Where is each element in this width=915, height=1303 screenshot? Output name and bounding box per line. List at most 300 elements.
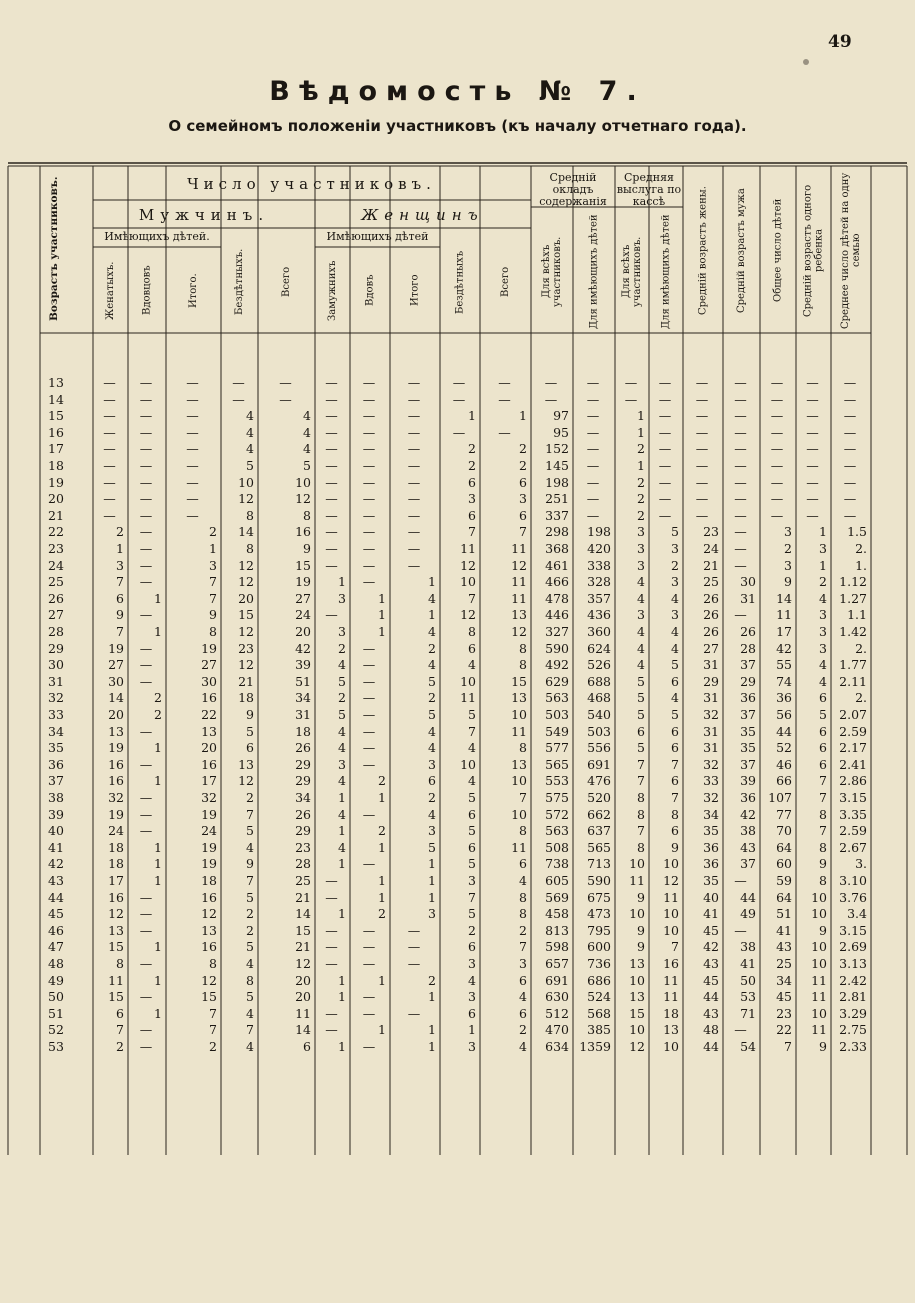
table-cell: 368	[545, 541, 569, 556]
table-cell: 2	[468, 458, 476, 473]
table-cell: 7	[468, 889, 476, 905]
table-cell: —	[362, 657, 376, 673]
table-cell: —	[658, 375, 672, 390]
table-cell: 37	[740, 657, 756, 673]
table-cell: 549	[545, 723, 569, 739]
table-cell: 4	[637, 590, 645, 606]
table-cell: 54	[740, 1039, 756, 1054]
table-cell: —	[734, 391, 747, 407]
table-cell: 795	[587, 922, 611, 938]
table-cell: 3	[468, 873, 476, 888]
table-cell: 14	[295, 906, 311, 922]
table-cell: 2.75	[839, 1022, 867, 1038]
table-cell: 736	[587, 956, 611, 971]
table-cell: 2	[428, 790, 436, 805]
table-cell: —	[103, 375, 116, 390]
table-cell: 198	[545, 474, 569, 490]
table-cell: 24	[201, 823, 217, 839]
table-cell: 5	[303, 458, 311, 473]
table-cell: 1	[338, 972, 346, 988]
table-cell: 11	[811, 972, 827, 988]
table-cell: —	[362, 723, 376, 739]
table-cell: 8	[246, 541, 254, 556]
table-cell: 29	[295, 773, 311, 789]
table-cell: 4	[819, 673, 827, 689]
header-women-total-with: Итого	[409, 274, 421, 307]
table-cell: 6	[819, 690, 827, 706]
table-cell: 3	[671, 574, 679, 590]
table-cell: 7	[246, 873, 254, 888]
table-cell: —	[186, 507, 199, 523]
table-cell: 8	[819, 839, 827, 855]
table-cell: 5	[246, 723, 254, 739]
table-cell: 44	[776, 723, 792, 739]
table-cell: 688	[587, 673, 611, 689]
table-cell: 6	[468, 507, 476, 523]
table-cell: 14	[108, 690, 124, 706]
table-cell: 7	[468, 524, 476, 540]
page-number: 49	[828, 32, 852, 52]
table-cell: 32	[108, 790, 124, 805]
table-cell: 25	[295, 873, 311, 888]
table-cell: 3	[637, 541, 645, 556]
table-cell: 42	[740, 806, 756, 822]
table-cell: 662	[587, 806, 611, 822]
header-salary-with-children: Для имѣющихъ дѣтей	[588, 214, 600, 329]
table-cell: 1	[819, 557, 827, 573]
table-cell: 3	[468, 1039, 476, 1054]
table-cell: 4	[303, 424, 311, 440]
table-cell: 5	[671, 524, 679, 540]
table-cell: 1.	[855, 557, 867, 573]
table-cell: —	[232, 391, 245, 407]
table-cell: —	[695, 375, 709, 390]
table-cell: 48	[703, 1022, 719, 1038]
table-cell: —	[139, 756, 153, 772]
table-cell: 8	[637, 839, 645, 855]
table-cell: 43	[740, 839, 756, 855]
table-cell: —	[695, 424, 709, 440]
table-cell: —	[139, 1022, 153, 1038]
table-cell: 563	[545, 823, 569, 839]
table-cell: 29	[740, 673, 756, 689]
table-cell: 29	[295, 823, 311, 839]
table-cell: 3	[519, 956, 527, 971]
table-cell: —	[843, 375, 857, 390]
table-cell: 7	[468, 723, 476, 739]
table-cell: 630	[545, 989, 569, 1005]
table-cell: 565	[545, 756, 569, 772]
table-cell: 327	[545, 624, 569, 639]
row-age: 18	[48, 458, 64, 473]
table-cell: 18	[108, 856, 124, 872]
table-cell: 9	[671, 839, 679, 855]
row-age: 29	[48, 640, 64, 656]
table-cell: 21	[238, 673, 254, 689]
table-cell: 18	[295, 723, 311, 739]
table-cell: —	[139, 557, 153, 573]
table-cell: 1	[428, 607, 436, 623]
table-cell: —	[695, 474, 709, 490]
table-cell: 30	[108, 673, 124, 689]
table-cell: —	[362, 922, 376, 938]
table-cell: 24	[108, 823, 124, 839]
header-avg-age-wife: Средній возрастъ жены.	[697, 186, 709, 315]
table-cell: 1.1	[847, 607, 867, 623]
table-cell: —	[843, 474, 857, 490]
table-cell: 5	[428, 707, 436, 722]
table-cell: 13	[201, 922, 217, 938]
table-cell: 26	[703, 624, 719, 639]
table-cell: 2.	[855, 541, 867, 556]
table-cell: 4	[819, 657, 827, 673]
table-cell: 12	[238, 491, 254, 507]
table-cell: —	[806, 391, 819, 407]
table-cell: 16	[201, 939, 217, 955]
table-cell: 1.12	[839, 574, 867, 590]
table-cell: 4	[519, 873, 527, 888]
table-cell: —	[186, 424, 199, 440]
table-cell: —	[139, 956, 153, 971]
table-cell: 14	[238, 524, 254, 540]
table-cell: —	[407, 939, 421, 955]
table-cell: 7	[671, 939, 679, 955]
table-cell: —	[362, 507, 376, 523]
row-age: 40	[48, 823, 64, 839]
table-cell: —	[806, 375, 819, 390]
row-age: 25	[48, 574, 64, 590]
row-age: 33	[48, 707, 64, 722]
table-cell: 3	[819, 541, 827, 556]
table-cell: 7	[519, 790, 527, 805]
table-cell: 7	[209, 1022, 217, 1038]
table-cell: 22	[201, 707, 217, 722]
table-cell: —	[407, 956, 421, 971]
table-cell: 7	[671, 790, 679, 805]
row-age: 30	[48, 657, 64, 673]
table-cell: 3	[637, 607, 645, 623]
table-cell: 29	[703, 673, 719, 689]
table-cell: 4	[428, 590, 436, 606]
table-cell: —	[362, 408, 376, 424]
table-cell: 5	[468, 906, 476, 922]
table-cell: —	[407, 424, 421, 440]
table-cell: 4	[468, 773, 476, 789]
table-cell: 5	[468, 856, 476, 872]
table-cell: —	[139, 823, 153, 839]
table-cell: 4	[246, 956, 254, 971]
table-cell: 11	[108, 972, 124, 988]
table-cell: 7	[637, 756, 645, 772]
table-cell: 60	[776, 856, 792, 872]
table-cell: 35	[740, 740, 756, 756]
table-cell: 10	[811, 939, 827, 955]
table-cell: 6	[116, 1005, 124, 1021]
row-age: 43	[48, 873, 64, 888]
table-cell: —	[139, 723, 153, 739]
row-age: 37	[48, 773, 64, 789]
table-cell: —	[806, 491, 819, 507]
table-cell: 553	[545, 773, 569, 789]
table-cell: 64	[776, 839, 792, 855]
table-cell: 3.13	[839, 956, 867, 971]
table-cell: 7	[209, 574, 217, 590]
table-cell: 11	[663, 889, 679, 905]
table-cell: 10	[460, 756, 476, 772]
table-cell: 4	[671, 624, 679, 639]
table-cell: —	[362, 989, 376, 1005]
table-cell: 2	[209, 1039, 217, 1054]
table-cell: 13	[629, 989, 645, 1005]
table-cell: 43	[703, 956, 719, 971]
table-cell: —	[770, 474, 784, 490]
row-age: 48	[48, 956, 64, 971]
table-cell: —	[734, 491, 747, 507]
table-cell: 7	[819, 790, 827, 805]
table-cell: 1	[428, 873, 436, 888]
header-women-childless: Бездѣтныхъ	[454, 250, 466, 314]
table-cell: 1	[154, 839, 162, 855]
table-cell: 18	[663, 1005, 679, 1021]
table-cell: —	[770, 491, 784, 507]
table-cell: 4	[338, 839, 346, 855]
table-cell: 18	[238, 690, 254, 706]
table-cell: —	[362, 756, 376, 772]
table-cell: —	[325, 391, 338, 407]
table-cell: —	[843, 507, 857, 523]
table-cell: 13	[238, 756, 254, 772]
table-cell: 12	[295, 956, 311, 971]
table-cell: 7	[671, 756, 679, 772]
table-cell: 686	[587, 972, 611, 988]
table-cell: —	[186, 408, 199, 424]
table-cell: 10	[663, 1039, 679, 1054]
table-cell: 2	[637, 491, 645, 507]
table-cell: —	[139, 906, 153, 922]
table-cell: —	[734, 873, 747, 888]
table-cell: 675	[587, 889, 611, 905]
table-cell: 1	[378, 873, 386, 888]
table-cell: 5	[428, 839, 436, 855]
table-cell: —	[362, 856, 376, 872]
table-cell: 1.5	[847, 524, 867, 540]
table-cell: 577	[545, 740, 569, 756]
table-cell: 9	[637, 922, 645, 938]
table-cell: —	[498, 391, 511, 407]
table-cell: —	[734, 541, 747, 556]
table-cell: —	[232, 375, 245, 390]
table-cell: —	[325, 939, 338, 955]
table-cell: 3	[784, 524, 792, 540]
table-cell: 6	[303, 1039, 311, 1054]
table-cell: —	[362, 391, 376, 407]
table-cell: 8	[671, 806, 679, 822]
table-cell: 5	[671, 707, 679, 722]
header-widowers: Вдовцовъ	[141, 265, 153, 316]
table-cell: —	[843, 441, 857, 457]
table-cell: 1	[378, 839, 386, 855]
table-cell: 8	[637, 790, 645, 805]
table-cell: 4	[303, 441, 311, 457]
table-cell: 42	[295, 640, 311, 656]
table-cell: 97	[553, 408, 569, 424]
table-cell: 9	[819, 856, 827, 872]
table-cell: —	[325, 922, 338, 938]
table-cell: —	[186, 375, 199, 390]
table-cell: 15	[295, 557, 311, 573]
table-cell: 6	[246, 740, 254, 756]
table-cell: 473	[587, 906, 611, 922]
table-cell: 524	[587, 989, 611, 1005]
table-cell: 1	[428, 989, 436, 1005]
table-cell: —	[544, 391, 558, 407]
table-cell: 2	[468, 441, 476, 457]
table-cell: —	[103, 391, 116, 407]
table-cell: 11	[663, 972, 679, 988]
table-cell: 15	[511, 673, 527, 689]
table-cell: 8	[246, 972, 254, 988]
table-cell: 6	[819, 756, 827, 772]
table-cell: —	[407, 507, 421, 523]
table-cell: 2.67	[839, 839, 867, 855]
table-cell: 27	[108, 657, 124, 673]
table-cell: 31	[703, 740, 719, 756]
page-title: Вѣдомость № 7.	[269, 76, 646, 107]
table-cell: 34	[703, 806, 719, 822]
table-cell: 11	[511, 541, 527, 556]
table-cell: —	[806, 507, 819, 523]
table-cell: —	[586, 458, 600, 473]
table-cell: 5	[468, 823, 476, 839]
table-cell: 12	[629, 1039, 645, 1054]
table-cell: —	[770, 441, 784, 457]
table-cell: 6	[519, 507, 527, 523]
table-cell: 4	[428, 806, 436, 822]
table-cell: 7	[819, 823, 827, 839]
table-cell: 41	[703, 906, 719, 922]
table-cell: 20	[295, 989, 311, 1005]
table-cell: 15	[238, 607, 254, 623]
table-cell: 10	[460, 574, 476, 590]
table-cell: —	[734, 441, 747, 457]
table-cell: 1	[338, 856, 346, 872]
table-cell: 12	[238, 657, 254, 673]
table-cell: —	[325, 441, 338, 457]
table-cell: —	[139, 657, 153, 673]
table-cell: 1	[116, 541, 124, 556]
table-cell: 16	[663, 956, 679, 971]
table-cell: 10	[295, 474, 311, 490]
table-cell: 8	[519, 906, 527, 922]
table-cell: 44	[703, 1039, 719, 1054]
table-cell: 198	[587, 524, 611, 540]
row-age: 35	[48, 740, 64, 756]
table-cell: —	[407, 408, 421, 424]
table-cell: 39	[295, 657, 311, 673]
table-cell: 17	[776, 624, 792, 639]
table-cell: —	[586, 491, 600, 507]
table-cell: 4	[637, 640, 645, 656]
table-cell: 1	[338, 989, 346, 1005]
table-cell: 31	[703, 723, 719, 739]
table-cell: 12	[108, 906, 124, 922]
table-cell: —	[770, 458, 784, 473]
table-cell: 35	[703, 823, 719, 839]
table-cell: 526	[587, 657, 611, 673]
table-cell: —	[407, 391, 421, 407]
table-cell: 15	[108, 939, 124, 955]
table-cell: 3	[819, 624, 827, 639]
table-cell: 16	[201, 756, 217, 772]
table-cell: 10	[663, 856, 679, 872]
table-cell: 41	[776, 922, 792, 938]
table-cell: 600	[587, 939, 611, 955]
table-cell: 6	[116, 590, 124, 606]
table-cell: 3.76	[839, 889, 867, 905]
table-cell: 8	[519, 657, 527, 673]
table-cell: —	[734, 607, 747, 623]
table-cell: 6	[519, 856, 527, 872]
table-cell: 8	[819, 806, 827, 822]
table-cell: 49	[740, 906, 756, 922]
table-cell: 2.11	[839, 673, 867, 689]
header-service-with-children: Для имѣющихъ дѣтей	[660, 214, 672, 329]
table-cell: 18	[201, 873, 217, 888]
table-cell: 16	[108, 773, 124, 789]
header-avg-salary: Средній окладъ содержанія	[539, 171, 607, 209]
table-cell: —	[407, 524, 421, 540]
table-cell: 251	[545, 491, 569, 507]
table-cell: 8	[519, 740, 527, 756]
table-cell: 51	[295, 673, 311, 689]
table-cell: —	[362, 690, 376, 706]
table-cell: 2	[154, 690, 162, 706]
table-cell: 3.15	[839, 790, 867, 805]
table-cell: 2	[154, 707, 162, 722]
table-cell: 3	[468, 956, 476, 971]
table-cell: 152	[545, 441, 569, 457]
table-cell: 7	[209, 590, 217, 606]
table-cell: 4	[246, 1039, 254, 1054]
table-cell: 55	[776, 657, 792, 673]
table-cell: 1	[209, 541, 217, 556]
table-cell: —	[770, 375, 784, 390]
table-cell: 46	[776, 756, 792, 772]
table-cell: —	[325, 557, 338, 573]
table-cell: 12	[511, 557, 527, 573]
table-cell: 26	[295, 740, 311, 756]
table-cell: 2.33	[839, 1039, 867, 1054]
table-cell: 9	[819, 1039, 827, 1054]
table-cell: 24	[295, 607, 311, 623]
row-age: 52	[48, 1022, 64, 1038]
table-cell: —	[770, 507, 784, 523]
table-cell: 6	[819, 723, 827, 739]
table-cell: 298	[545, 524, 569, 540]
table-cell: 468	[587, 690, 611, 706]
table-cell: 34	[295, 690, 311, 706]
table-cell: 17	[108, 873, 124, 888]
table-cell: 20	[201, 740, 217, 756]
table-cell: —	[843, 458, 857, 473]
table-cell: 1	[378, 1022, 386, 1038]
table-cell: 3	[637, 557, 645, 573]
table-cell: 1.77	[839, 657, 867, 673]
table-cell: —	[407, 1005, 421, 1021]
table-cell: 4	[671, 590, 679, 606]
table-cell: —	[695, 408, 709, 424]
table-cell: 1	[428, 856, 436, 872]
